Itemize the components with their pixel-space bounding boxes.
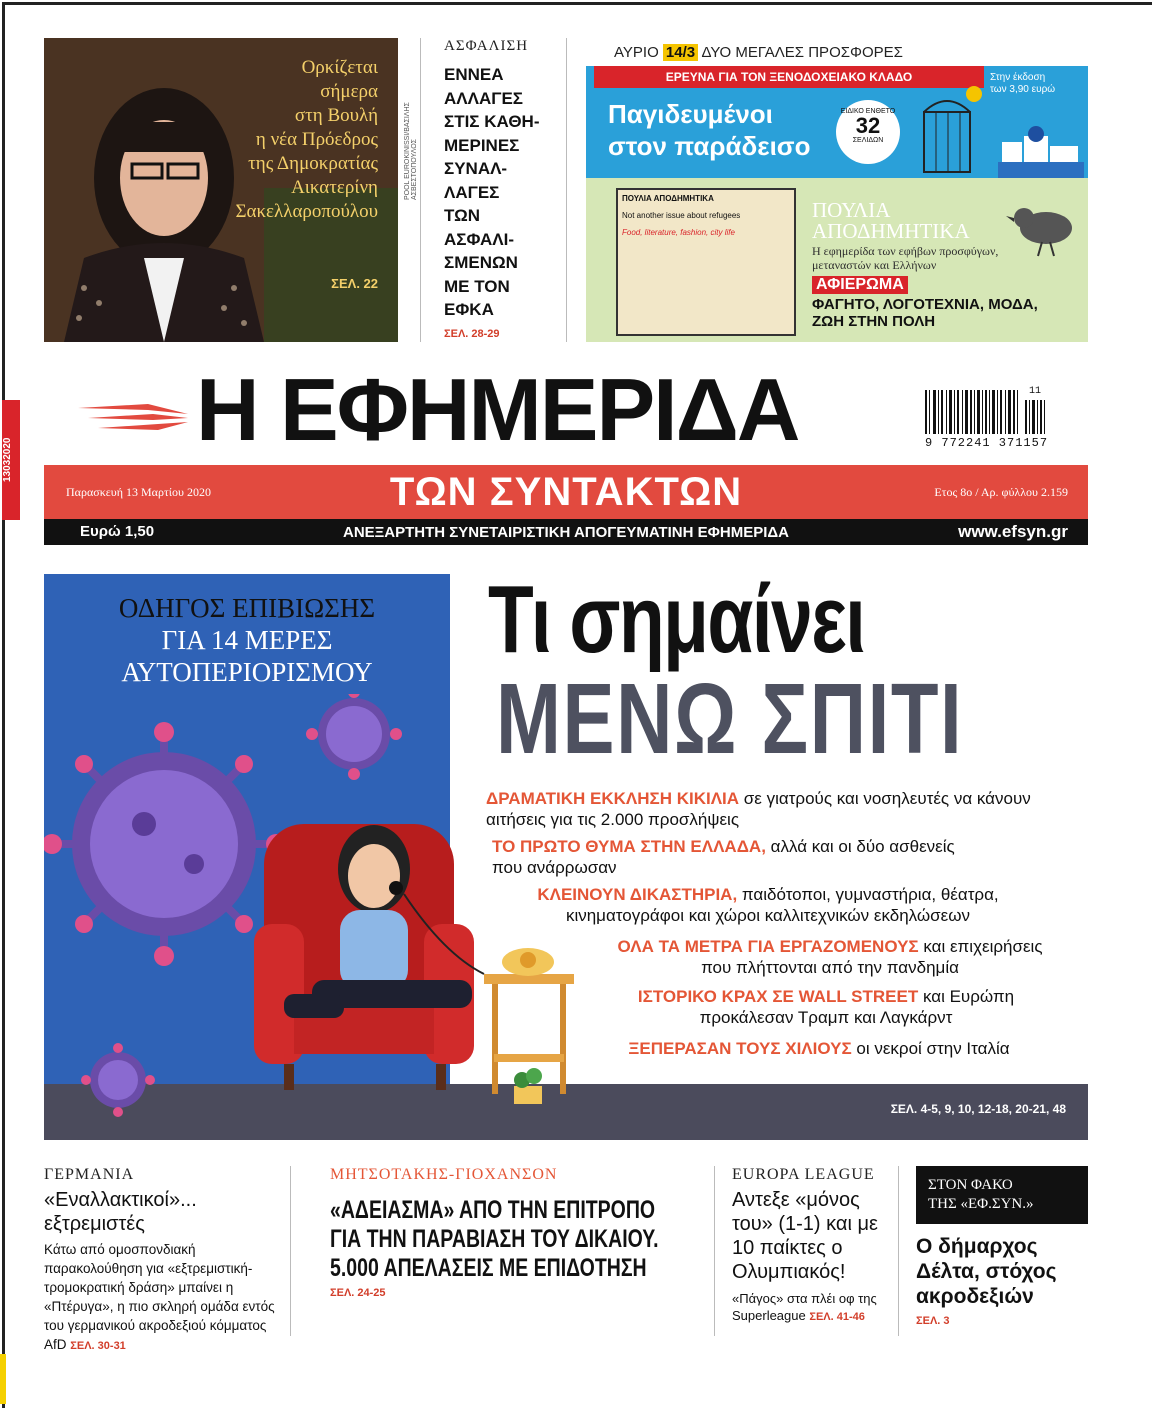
masthead-title: Η ΕΦΗΜΕΡΙΔΑ bbox=[196, 360, 799, 459]
barcode-addon: 11 bbox=[1029, 386, 1042, 397]
birdcage-icon bbox=[904, 82, 1000, 178]
divider bbox=[714, 1166, 715, 1336]
price: Ευρώ 1,50 bbox=[80, 523, 155, 540]
masthead-blackbar bbox=[44, 519, 1088, 545]
president-caption: Ορκίζεται σήμερα στη Βουλή η νέα Πρόεδρος της Δημοκρατίας Αικατερίνη Σακελλαροπούλου bbox=[235, 57, 378, 222]
divider bbox=[898, 1166, 899, 1336]
insurance-kicker: ΑΣΦΑΛΙΣΗ bbox=[444, 38, 529, 54]
tagline: ΑΝΕΞΑΡΤΗΤΗ ΣΥΝΕΤΑΙΡΙΣΤΙΚΗ ΑΠΟΓΕΥΜΑΤΙΝΗ ΕΦΗΜΕΡΙΔΑ bbox=[342, 524, 790, 541]
promo-title: Παγιδευμένοι στον παράδεισο bbox=[608, 99, 811, 161]
promo-date: 14/3 bbox=[663, 44, 698, 61]
focus-page: ΣΕΛ. 3 bbox=[916, 1315, 950, 1327]
president-photo[interactable] bbox=[44, 38, 398, 342]
divider bbox=[566, 38, 567, 342]
promo-box[interactable] bbox=[586, 38, 1088, 342]
mitsotakis-title: «ΑΔΕΙΑΣΜΑ» ΑΠΟ ΤΗΝ ΕΠΙΤΡΟΠΟ ΓΙΑ ΤΗΝ ΠΑΡΑΒΙΑΣΗ ΤΟΥ ΔΙΚΑΙΟΥ. 5.000 ΑΠΕΛΑΣΕΙΣ ΜΕ ΕΠΙΔΟΤΗΣΗ bbox=[330, 1196, 659, 1282]
mitsotakis-kicker: ΜΗΤΣΟΤΑΚΗΣ-ΓΙΟΧΑΝΣΟΝ bbox=[330, 1166, 558, 1183]
headline-line1: Τι σημαίνει bbox=[488, 566, 865, 673]
bullet-workers[interactable]: ΟΛΑ ΤΑ ΜΕΤΡΑ ΓΙΑ ΕΡΓΑΖΟΜΕΝΟΥΣ και επιχειρήσεις που πλήττονται από την πανδημία bbox=[617, 937, 1043, 977]
side-date-strip: 13032020 bbox=[2, 400, 20, 520]
divider bbox=[420, 38, 421, 342]
insurance-headline: ΕΝΝΕΑ ΑΛΛΑΓΕΣ ΣΤΙΣ ΚΑΘΗ- ΜΕΡΙΝΕΣ ΣΥΝΑΛ- ΛΑΓΕΣ ΤΩΝ ΑΣΦΑΛΙ- ΣΜΕΝΩΝ ΜΕ ΤΟΝ ΕΦΚΑ bbox=[444, 65, 540, 319]
europa-league-story[interactable] bbox=[732, 1166, 892, 1326]
afieroma-label: ΑΦΙΕΡΩΜΑ bbox=[812, 276, 908, 294]
promo-topbar: ΑΥΡΙΟ 14/3 ΔΥΟ ΜΕΓΑΛΕΣ ΠΡΟΣΦΟΡΕΣ bbox=[586, 38, 1088, 66]
masthead-subtitle: ΤΩΝ ΣΥΝΤΑΚΤΩΝ bbox=[389, 470, 743, 514]
mitsotakis-story[interactable] bbox=[330, 1166, 680, 1299]
insurance-page: ΣΕΛ. 28-29 bbox=[444, 327, 500, 340]
poulia-sub: Η εφημερίδα των εφήβων προσφύγων, μεταναστών και Ελλήνων bbox=[812, 244, 999, 272]
poulia-title: ΠΟΥΛΙΑ ΑΠΟΔΗΜΗΤΙΚΑ bbox=[812, 198, 970, 243]
bullet-first-victim[interactable]: ΤΟ ΠΡΩΤΟ ΘΥΜΑ ΣΤΗΝ ΕΛΛΑΔΑ, αλλά και οι δύο ασθενείς που ανάρρωσαν bbox=[492, 837, 955, 877]
insert-badge: ΕΙΔΙΚΟ ΕΝΘΕΤΟ 32 ΣΕΛΙΔΩΝ bbox=[836, 100, 900, 164]
virus-icon bbox=[44, 722, 286, 966]
issue-date: Παρασκευή 13 Μαρτίου 2020 bbox=[66, 485, 211, 499]
europa-title: Αντεξε «μόνος του» (1-1) και με 10 παίκτες ο Ολυμπιακός! bbox=[732, 1189, 878, 1283]
photo-credit: POOL EUROKINISSI/ΒΑΣΙΛΗΣ ΑΣΒΕΣΤΟΠΟΥΛΟΣ bbox=[404, 102, 418, 200]
focus-story[interactable] bbox=[916, 1166, 1088, 1327]
afieroma-topics: ΦΑΓΗΤΟ, ΛΟΓΟΤΕΧΝΙΑ, ΜΟΔΑ, ΖΩΗ ΣΤΗΝ ΠΟΛΗ bbox=[812, 296, 1038, 330]
bullet-italy[interactable]: ΞΕΠΕΡΑΣΑΝ ΤΟΥΣ ΧΙΛΙΟΥΣ οι νεκροί στην Ιταλία bbox=[628, 1039, 1010, 1058]
president-page: ΣΕΛ. 22 bbox=[331, 276, 378, 291]
magazine-cover: ΠΟΥΛΙΑ ΑΠΟΔΗΜΗΤΙΚΑ Not another issue about refugees Food, literature, fashion, city life bbox=[616, 188, 796, 336]
germany-body: Κάτω από ομοσπονδιακή παρακολούθηση για «εξτρεμιστική-τρομοκρατική δράση» μπαίνει η «Πτέρυγα», η πιο σκληρή ομάδα εντός του γερμανικού ακροδεξιού κόμματος AfD ΣΕΛ. 30-31 bbox=[44, 1242, 275, 1352]
insurance-teaser[interactable] bbox=[444, 38, 554, 340]
santorini-icon bbox=[998, 108, 1084, 178]
focus-title: Ο δήμαρχος Δέλτα, στόχος ακροδεξιών bbox=[916, 1235, 1057, 1308]
barcode bbox=[925, 386, 1051, 448]
europa-body: «Πάγος» στα πλέι οφ της Superleague ΣΕΛ. 41-46 bbox=[732, 1291, 877, 1323]
promo-research: ΕΡΕΥΝΑ ΓΙΑ ΤΟΝ ΞΕΝΟΔΟΧΕΙΑΚΟ ΚΛΑΔΟ bbox=[594, 66, 984, 88]
divider bbox=[290, 1166, 291, 1336]
germany-kicker: ΓΕΡΜΑΝΙΑ bbox=[44, 1166, 135, 1183]
barcode-number: 9 772241 371157 bbox=[925, 436, 1049, 450]
bullet-kikilias[interactable]: ΔΡΑΜΑΤΙΚΗ ΕΚΚΛΗΣΗ ΚΙΚΙΛΙΑ σε γιατρούς και νοσηλευτές να κάνουν αιτήσεις για τις 2.000 προσλήψεις bbox=[486, 789, 1031, 829]
headline-line2: ΜΕΝΩ ΣΠΙΤΙ bbox=[496, 663, 964, 775]
bullet-wall-street[interactable]: ΙΣΤΟΡΙΚΟ ΚΡΑΧ ΣΕ WALL STREET και Ευρώπη προκάλεσαν Τραμπ και Λαγκάρντ bbox=[637, 987, 1015, 1027]
cover-pages: ΣΕΛ. 4-5, 9, 10, 12-18, 20-21, 48 bbox=[890, 1102, 1066, 1116]
focus-box: ΣΤΟΝ ΦΑΚΟ ΤΗΣ «ΕΦ.ΣΥΝ.» bbox=[916, 1166, 1088, 1224]
promo-side: Στην έκδοση των 3,90 ευρώ bbox=[990, 72, 1056, 95]
mitsotakis-page: ΣΕΛ. 24-25 bbox=[330, 1287, 386, 1299]
masthead-redbar bbox=[44, 465, 1088, 519]
europa-kicker: EUROPA LEAGUE bbox=[732, 1166, 875, 1183]
bird-icon bbox=[1006, 190, 1082, 260]
germany-title: «Εναλλακτικοί»... εξτρεμιστές bbox=[44, 1189, 197, 1235]
bullet-courts[interactable]: ΚΛΕΙΝΟΥΝ ΔΙΚΑΣΤΗΡΙΑ, παιδότοποι, γυμναστήρια, θέατρα, κινηματογράφοι και χώροι καλλιτεχνικών εκδηλώσεων bbox=[537, 885, 999, 925]
website-link[interactable]: www.efsyn.gr bbox=[958, 522, 1068, 541]
pen-logo-icon bbox=[78, 396, 188, 436]
issue-number: Ετος 8ο / Αρ. φύλλου 2.159 bbox=[934, 485, 1068, 499]
survival-guide: ΟΔΗΓΟΣ ΕΠΙΒΙΩΣΗΣ ΓΙΑ 14 ΜΕΡΕΣ ΑΥΤΟΠΕΡΙΟΡΙΣΜΟΥ bbox=[118, 593, 376, 687]
germany-story[interactable] bbox=[44, 1166, 284, 1356]
edge-marker bbox=[0, 1354, 6, 1404]
